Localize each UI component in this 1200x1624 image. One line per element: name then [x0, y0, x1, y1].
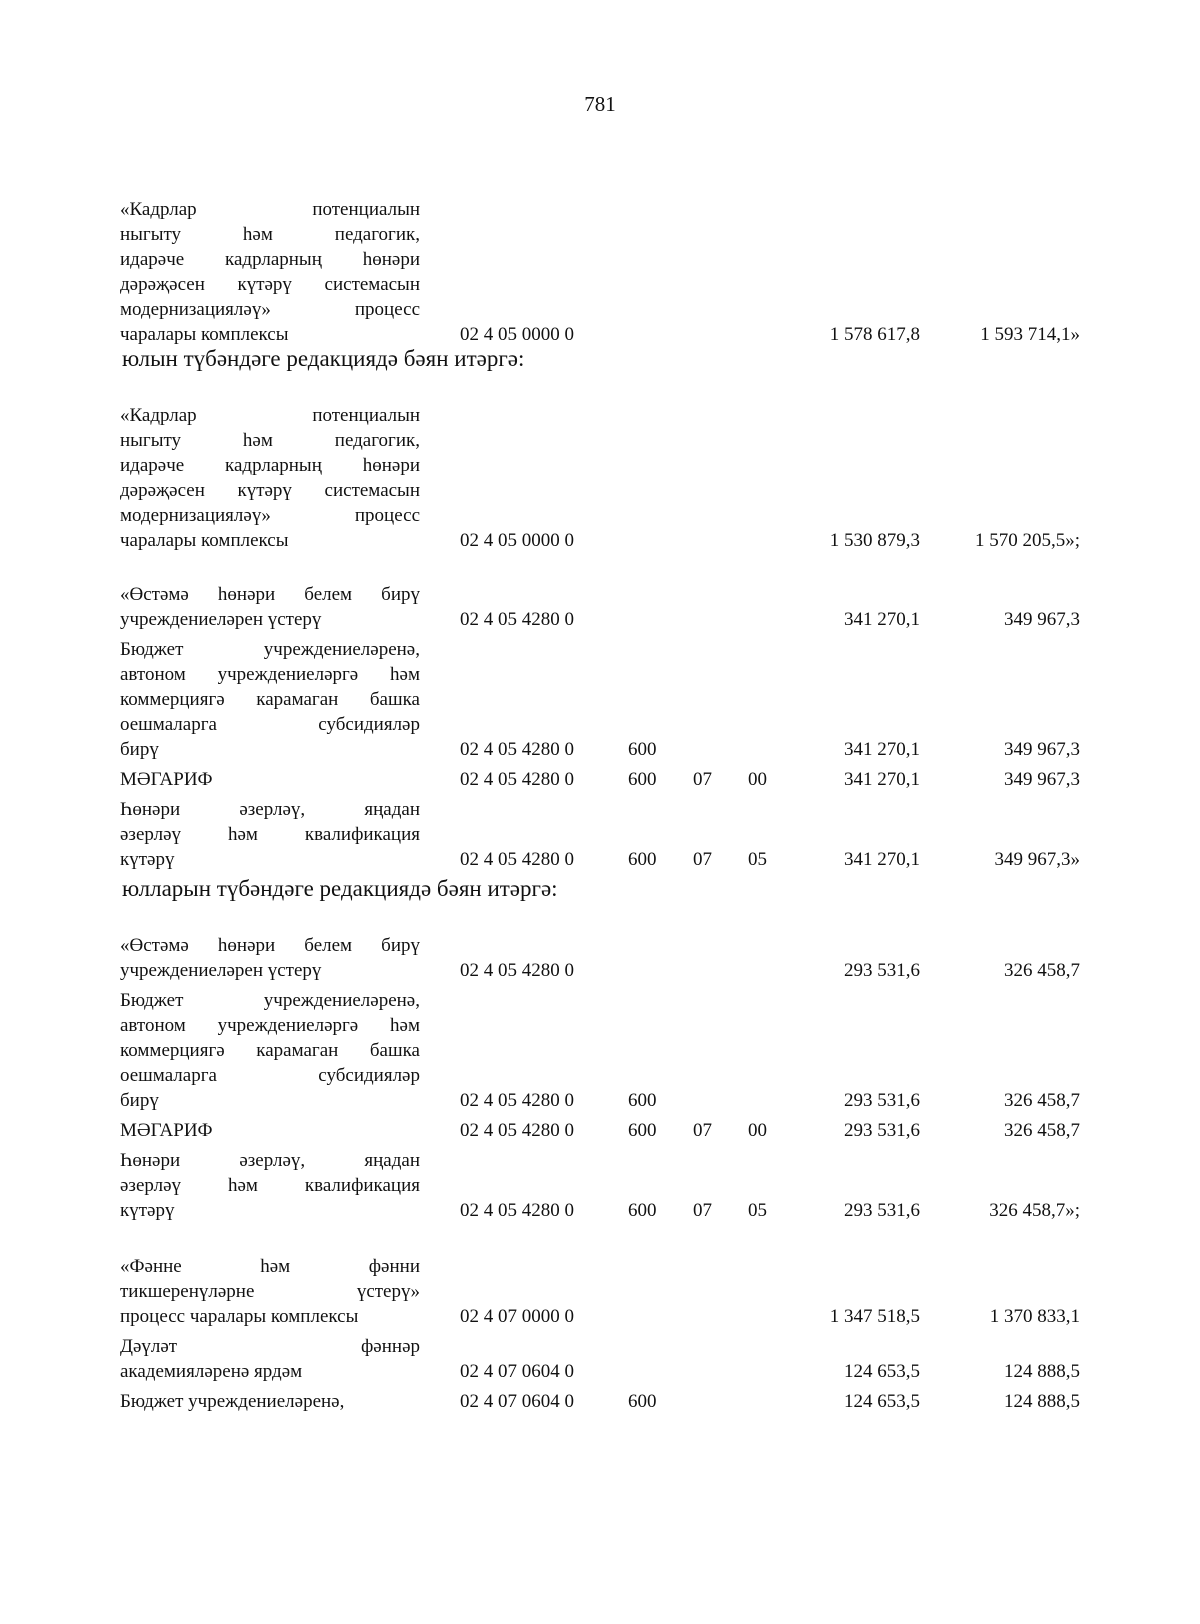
amount-year-2: 124 888,5 [1004, 1391, 1080, 1412]
row-name-line: коммерциягә карамаган башка [120, 1040, 420, 1061]
row-name-line: Бюджет учреждениеләренә, [120, 639, 420, 660]
amount-year-1: 293 531,6 [844, 960, 920, 981]
instruction-line-2: юлларын түбәндәге редакциядә бәян итәргә: [122, 876, 558, 901]
table-row [120, 1118, 1120, 1143]
amount-year-2: 349 967,3 [1004, 739, 1080, 760]
row-name-line: чаралары комплексы [120, 324, 289, 345]
subsection-code: 05 [748, 1200, 767, 1221]
row-name-line: «Кадрлар потенциалын [120, 405, 420, 426]
amount-year-2: 1 370 833,1 [989, 1306, 1080, 1327]
row-name-line: әзерләү һәм квалификация [120, 824, 420, 845]
table-row [120, 582, 1120, 632]
row-name-line: бирү [120, 739, 159, 760]
budget-block-1 [120, 197, 1120, 352]
target-article-code: 02 4 05 4280 0 [460, 1200, 574, 1221]
row-name-line: тикшеренүләрне үстерү» [120, 1281, 420, 1302]
section-code: 07 [693, 769, 712, 790]
budget-block-5 [120, 1254, 1120, 1419]
row-name [120, 403, 420, 553]
target-article-code: 02 4 05 4280 0 [460, 1120, 574, 1141]
budget-block-3 [120, 582, 1120, 877]
row-name-line: күтәрү [120, 1200, 175, 1221]
amount-year-2: 326 458,7 [1004, 1120, 1080, 1141]
target-article-code: 02 4 07 0604 0 [460, 1361, 574, 1382]
row-name-line: күтәрү [120, 849, 175, 870]
amount-year-1: 293 531,6 [844, 1120, 920, 1141]
row-name-line: ныгыту һәм педагогик, [120, 224, 420, 245]
target-article-code: 02 4 07 0000 0 [460, 1306, 574, 1327]
row-name [120, 1148, 420, 1223]
row-name-line: МӘГАРИФ [120, 769, 213, 790]
row-name-line: модернизацияләү» процесс [120, 505, 420, 526]
row-name-line: учреждениеләрен үстерү [120, 609, 322, 630]
expense-type-code: 600 [628, 1090, 657, 1111]
amount-year-2: 349 967,3 [1004, 609, 1080, 630]
row-name [120, 637, 420, 762]
amount-year-2: 326 458,7 [1004, 960, 1080, 981]
row-name-line: «Өстәмә һөнәри белем бирү [120, 584, 420, 605]
table-row [120, 933, 1120, 983]
row-name [120, 933, 420, 983]
row-name-line: «Фәнне һәм фәнни [120, 1256, 420, 1277]
row-name-line: автоном учреждениеләргә һәм [120, 1015, 420, 1036]
page-number: 781 [584, 92, 616, 116]
row-name [120, 1334, 420, 1384]
row-name [120, 1254, 420, 1329]
amount-year-1: 341 270,1 [844, 849, 920, 870]
budget-block-2 [120, 403, 1120, 558]
expense-type-code: 600 [628, 1120, 657, 1141]
amount-year-1: 1 530 879,3 [829, 530, 920, 551]
amount-year-1: 293 531,6 [844, 1090, 920, 1111]
instruction-line-1: юлын түбәндәге редакциядә бәян итәргә: [122, 346, 525, 371]
row-name-line: ныгыту һәм педагогик, [120, 430, 420, 451]
row-name-line: Һөнәри әзерләү, яңадан [120, 799, 420, 820]
amount-year-2: 349 967,3 [1004, 769, 1080, 790]
row-name-line: процесс чаралары комплексы [120, 1306, 359, 1327]
amount-year-2: 124 888,5 [1004, 1361, 1080, 1382]
row-name-line: Бюджет учреждениеләренә, [120, 990, 420, 1011]
row-name [120, 582, 420, 632]
row-name-line: автоном учреждениеләргә һәм [120, 664, 420, 685]
expense-type-code: 600 [628, 1391, 657, 1412]
table-row [120, 797, 1120, 872]
amount-year-2: 326 458,7»; [989, 1200, 1080, 1221]
row-name-line: оешмаларга субсидияләр [120, 1065, 420, 1086]
amount-year-1: 124 653,5 [844, 1391, 920, 1412]
subsection-code: 05 [748, 849, 767, 870]
row-name [120, 1118, 420, 1143]
subsection-code: 00 [748, 1120, 767, 1141]
table-row [120, 403, 1120, 553]
amount-year-1: 1 347 518,5 [829, 1306, 920, 1327]
row-name-line: бирү [120, 1090, 159, 1111]
amount-year-1: 293 531,6 [844, 1200, 920, 1221]
row-name-line: идарәче кадрларның һөнәри [120, 249, 420, 270]
row-name-line: учреждениеләрен үстерү [120, 960, 322, 981]
amount-year-1: 1 578 617,8 [829, 324, 920, 345]
amount-year-1: 341 270,1 [844, 769, 920, 790]
expense-type-code: 600 [628, 769, 657, 790]
amount-year-2: 349 967,3» [994, 849, 1080, 870]
row-name-line: оешмаларга субсидияләр [120, 714, 420, 735]
target-article-code: 02 4 05 4280 0 [460, 769, 574, 790]
target-article-code: 02 4 05 4280 0 [460, 609, 574, 630]
row-name [120, 1389, 420, 1414]
row-name [120, 197, 420, 347]
row-name-line: дәрәҗәсен күтәрү системасын [120, 274, 420, 295]
row-name-line: модернизацияләү» процесс [120, 299, 420, 320]
subsection-code: 00 [748, 769, 767, 790]
row-name-line: Һөнәри әзерләү, яңадан [120, 1150, 420, 1171]
budget-block-4 [120, 933, 1120, 1228]
row-name [120, 988, 420, 1113]
target-article-code: 02 4 05 4280 0 [460, 739, 574, 760]
row-name-line: чаралары комплексы [120, 530, 289, 551]
table-row [120, 988, 1120, 1113]
target-article-code: 02 4 05 0000 0 [460, 324, 574, 345]
row-name [120, 797, 420, 872]
table-row [120, 767, 1120, 792]
row-name-line: академияләренә ярдәм [120, 1361, 303, 1382]
table-row [120, 1254, 1120, 1329]
section-code: 07 [693, 1200, 712, 1221]
amount-year-2: 1 570 205,5»; [974, 530, 1080, 551]
row-name-line: Бюджет учреждениеләренә, [120, 1391, 345, 1412]
row-name-line: МӘГАРИФ [120, 1120, 213, 1141]
row-name-line: Дәүләт фәннәр [120, 1336, 420, 1357]
table-row [120, 1148, 1120, 1223]
section-code: 07 [693, 849, 712, 870]
amount-year-1: 124 653,5 [844, 1361, 920, 1382]
amount-year-2: 1 593 714,1» [980, 324, 1080, 345]
table-row [120, 1389, 1120, 1414]
table-row [120, 197, 1120, 347]
expense-type-code: 600 [628, 849, 657, 870]
expense-type-code: 600 [628, 739, 657, 760]
row-name-line: «Өстәмә һөнәри белем бирү [120, 935, 420, 956]
row-name [120, 767, 420, 792]
target-article-code: 02 4 05 4280 0 [460, 849, 574, 870]
row-name-line: идарәче кадрларның һөнәри [120, 455, 420, 476]
target-article-code: 02 4 07 0604 0 [460, 1391, 574, 1412]
target-article-code: 02 4 05 4280 0 [460, 1090, 574, 1111]
row-name-line: дәрәҗәсен күтәрү системасын [120, 480, 420, 501]
row-name-line: әзерләү һәм квалификация [120, 1175, 420, 1196]
section-code: 07 [693, 1120, 712, 1141]
target-article-code: 02 4 05 4280 0 [460, 960, 574, 981]
table-row [120, 1334, 1120, 1384]
target-article-code: 02 4 05 0000 0 [460, 530, 574, 551]
amount-year-2: 326 458,7 [1004, 1090, 1080, 1111]
amount-year-1: 341 270,1 [844, 739, 920, 760]
expense-type-code: 600 [628, 1200, 657, 1221]
table-row [120, 637, 1120, 762]
row-name-line: «Кадрлар потенциалын [120, 199, 420, 220]
row-name-line: коммерциягә карамаган башка [120, 689, 420, 710]
amount-year-1: 341 270,1 [844, 609, 920, 630]
